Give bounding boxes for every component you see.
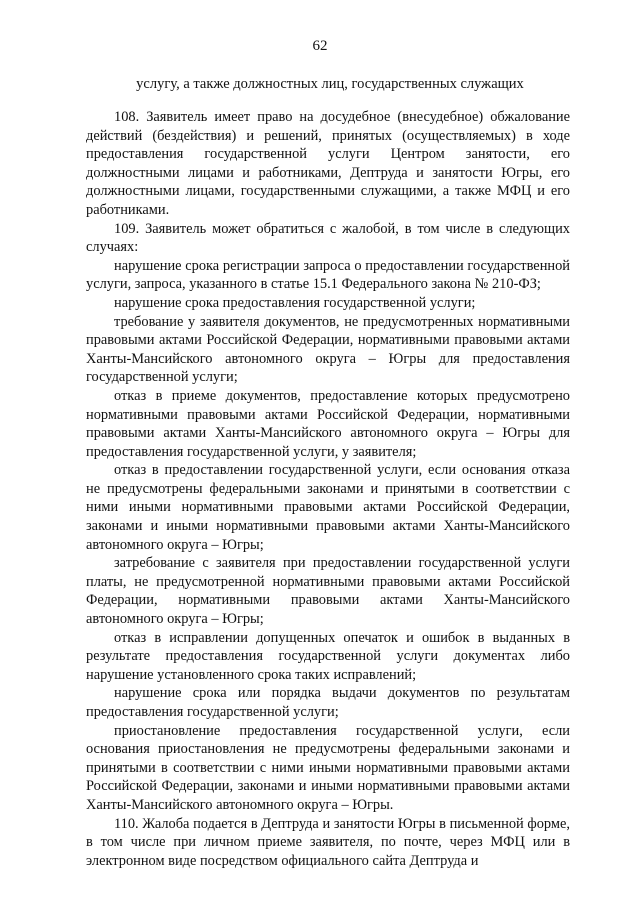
case-item: затребование с заявителя при предоставлении государственной услуги платы, не предусмотренной нормативными правовыми актами Российской Федерации, нормативными правовыми актами Ханты-Мансийского автономного округа – Югры; [86,555,570,628]
page-number: 62 [312,38,328,54]
paragraph-108: 108. Заявитель имеет право на досудебное (внесудебное) обжалование действий (бездействия) и решений, принятых (осуществляемых) в ходе предоставления государственной услуги Центром занятости, его должностными лицами и работниками, Дептруда и занятости Югры, его должностными лицами, государственными служащими, а также МФЦ и его работниками. [86,109,570,218]
case-item: нарушение срока регистрации запроса о предоставлении государственной услуги, запроса, указанного в статье 15.1 Федерального закона № 210-ФЗ; [86,257,570,293]
paragraph-109: 109. Заявитель может обратиться с жалобой, в том числе в следующих случаях: [86,220,570,256]
case-item: нарушение срока предоставления государственной услуги; [114,294,476,311]
case-item: нарушение срока или порядка выдачи документов по результатам предоставления государственной услуги; [86,685,570,720]
case-item: отказ в приеме документов, предоставление которых предусмотрено нормативными правовыми актами Российской Федерации, нормативными правовыми актами Ханты-Мансийского автономного округа – Югры для предоставления государственной услуги, у заявителя; [86,387,570,460]
paragraph-110: 110. Жалоба подается в Дептруда и занятости Югры в письменной форме, в том числе при личном приеме заявителя, по почте, через МФЦ или в электронном виде посредством официального сайта Дептруда и [86,815,570,869]
case-item: отказ в исправлении допущенных опечаток и ошибок в выданных в результате предоставления государственной услуги документах либо нарушение установленного срока таких исправлений; [86,629,570,683]
case-item: отказ в предоставлении государственной услуги, если основания отказа не предусмотрены федеральными законами и принятыми в соответствии с ними иными нормативными правовыми актами Российской Федерации, законами и иными нормативными правовыми актами Ханты-Мансийского автономного округа – Югры; [86,462,570,553]
case-item: приостановление предоставления государственной услуги, если основания приостановления не предусмотрены федеральными законами и принятыми в соответствии с ними иными нормативными правовыми актами Российской Федерации, законами и иными нормативными правовыми актами Ханты-Мансийского автономного округа – Югры. [86,722,570,813]
case-item: требование у заявителя документов, не предусмотренных нормативными правовыми актами Российской Федерации, нормативными правовыми актами Ханты-Мансийского автономного округа – Югры для предоставления государственной услуги; [86,313,570,386]
section-heading: услугу, а также должностных лиц, государственных служащих [136,76,524,92]
document-body [86,108,570,870]
